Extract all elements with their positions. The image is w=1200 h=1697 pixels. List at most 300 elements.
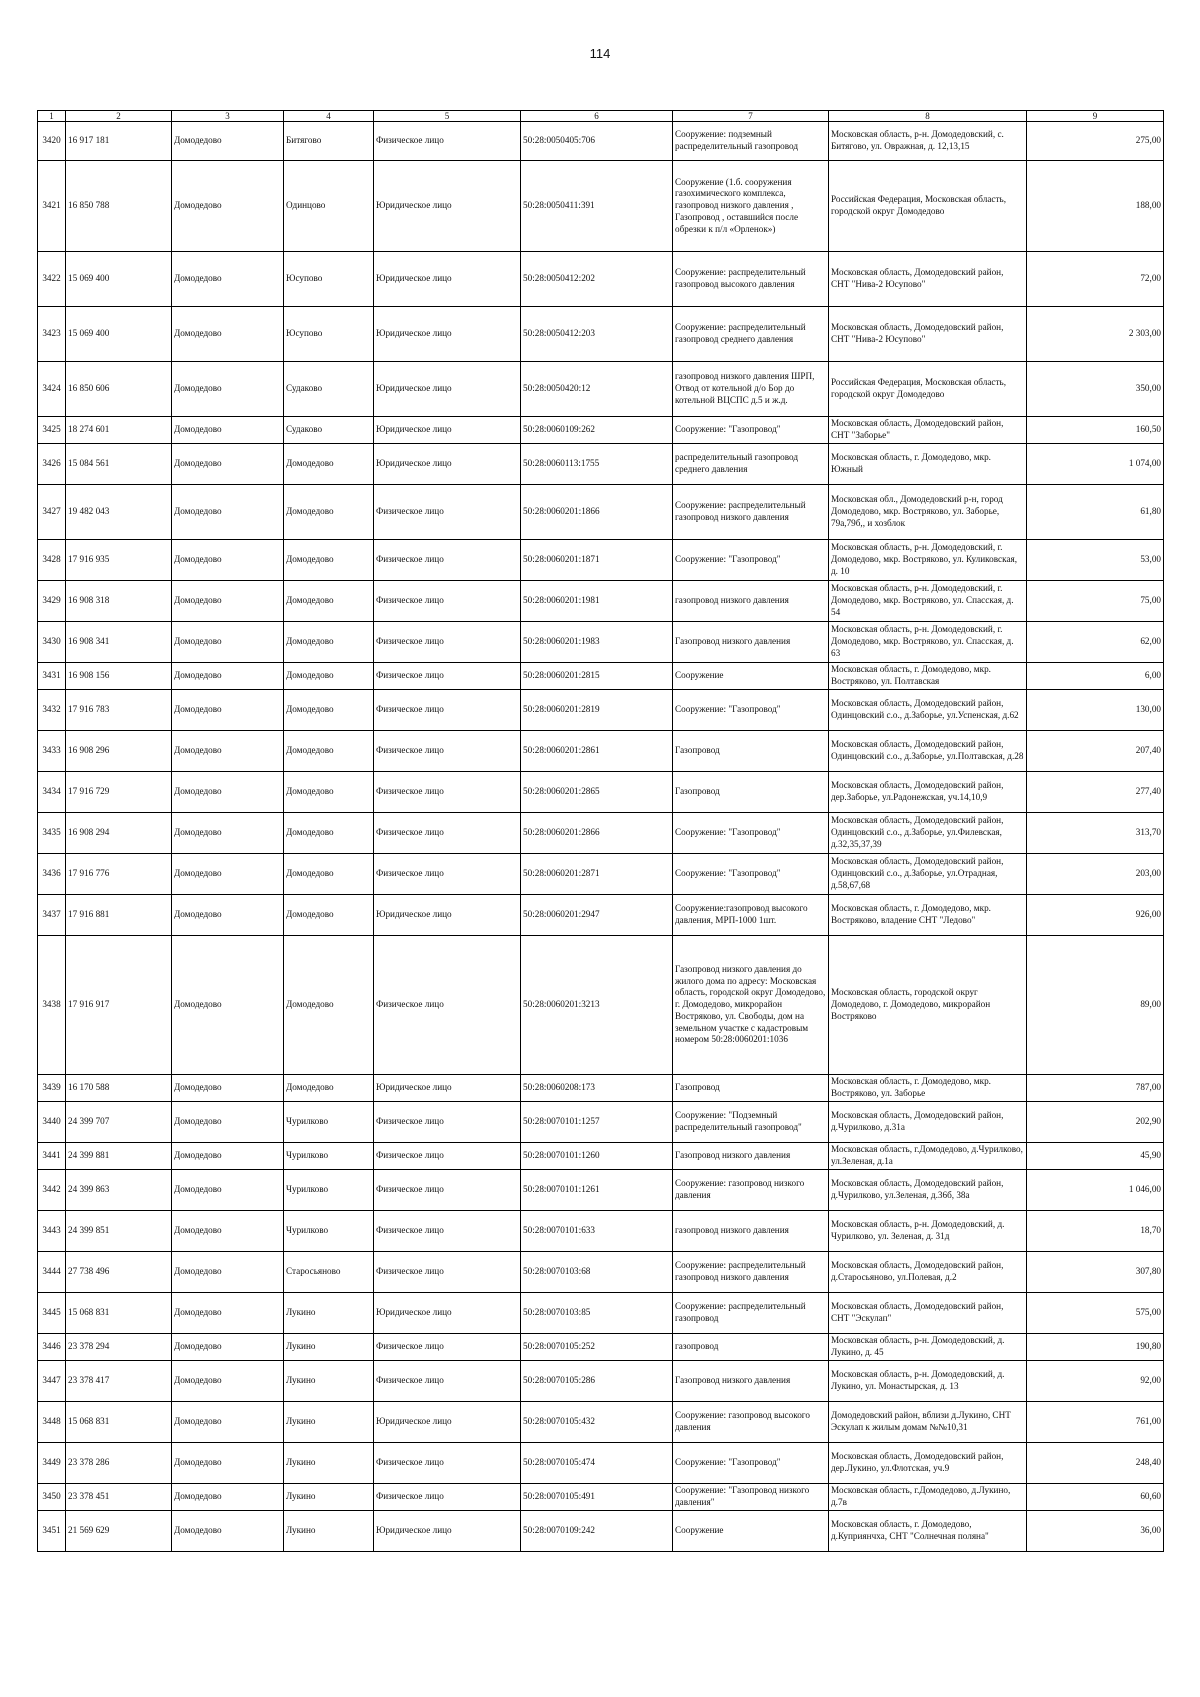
cadastral-number-cell: 50:28:0060201:2871 — [521, 854, 673, 895]
length-cell: 6,00 — [1027, 663, 1164, 690]
address-cell: Московская область, р-н. Домодедовский, д. Лукино, ул. Монастырская, д. 13 — [829, 1361, 1027, 1402]
object-description-cell: газопровод низкого давления — [673, 581, 829, 622]
length-cell: 36,00 — [1027, 1511, 1164, 1552]
table-row — [38, 854, 1164, 895]
district-cell: Домодедово — [172, 362, 284, 417]
object-description-cell: Газопровод низкого давления — [673, 622, 829, 663]
row-number-cell: 3440 — [38, 1102, 66, 1143]
table-row — [38, 540, 1164, 581]
length-cell: 1 074,00 — [1027, 444, 1164, 485]
table-row — [38, 444, 1164, 485]
column-number: 4 — [284, 111, 374, 122]
cadastral-number-cell: 50:28:0060201:2815 — [521, 663, 673, 690]
owner-type-cell: Физическое лицо — [374, 690, 521, 731]
owner-type-cell: Физическое лицо — [374, 813, 521, 854]
district-cell: Домодедово — [172, 1402, 284, 1443]
row-number-cell: 3425 — [38, 417, 66, 444]
address-cell: Московская область, р-н. Домодедовский, д. Чурилково, ул. Зеленая, д. 31д — [829, 1211, 1027, 1252]
cadastral-number-cell: 50:28:0060201:1983 — [521, 622, 673, 663]
district-cell: Домодедово — [172, 1293, 284, 1334]
district-cell: Домодедово — [172, 622, 284, 663]
length-cell: 275,00 — [1027, 122, 1164, 161]
object-description-cell: Сооружение (1.б. сооружения газохимического комплекса, газопровод низкого давления , Газопровод , оставшийся после обрезки к п/л «Орленок») — [673, 161, 829, 252]
address-cell: Московская область, городской округ Домодедово, г. Домодедово, микрорайон Востряково — [829, 936, 1027, 1075]
table-row — [38, 1252, 1164, 1293]
column-number: 9 — [1027, 111, 1164, 122]
cadastral-number-cell: 50:28:0050412:202 — [521, 252, 673, 307]
locality-cell: Домодедово — [284, 1075, 374, 1102]
cadastral-number-cell: 50:28:0050405:706 — [521, 122, 673, 161]
owner-type-cell: Физическое лицо — [374, 936, 521, 1075]
cadastral-number-cell: 50:28:0070105:474 — [521, 1443, 673, 1484]
locality-cell: Юсупово — [284, 252, 374, 307]
locality-cell: Лукино — [284, 1443, 374, 1484]
table-row — [38, 1211, 1164, 1252]
object-description-cell: Сооружение: распределительный газопровод высокого давления — [673, 252, 829, 307]
locality-cell: Лукино — [284, 1511, 374, 1552]
table-row — [38, 161, 1164, 252]
cadastral-number-cell: 50:28:0060201:2865 — [521, 772, 673, 813]
row-number-cell: 3441 — [38, 1143, 66, 1170]
owner-type-cell: Юридическое лицо — [374, 417, 521, 444]
owner-type-cell: Юридическое лицо — [374, 161, 521, 252]
row-number-cell: 3451 — [38, 1511, 66, 1552]
cadastral-number-cell: 50:28:0070101:633 — [521, 1211, 673, 1252]
locality-cell: Домодедово — [284, 622, 374, 663]
locality-cell: Одинцово — [284, 161, 374, 252]
object-description-cell: Сооружение: "Газопровод" — [673, 1443, 829, 1484]
address-cell: Московская область, Домодедовский район, д.Чурилково, д.31а — [829, 1102, 1027, 1143]
table-row — [38, 622, 1164, 663]
row-number-cell: 3448 — [38, 1402, 66, 1443]
registry-id-cell: 16 908 294 — [66, 813, 172, 854]
district-cell: Домодедово — [172, 122, 284, 161]
locality-cell: Чурилково — [284, 1211, 374, 1252]
row-number-cell: 3445 — [38, 1293, 66, 1334]
registry-id-cell: 17 916 917 — [66, 936, 172, 1075]
length-cell: 160,50 — [1027, 417, 1164, 444]
district-cell: Домодедово — [172, 772, 284, 813]
owner-type-cell: Физическое лицо — [374, 485, 521, 540]
owner-type-cell: Физическое лицо — [374, 581, 521, 622]
object-description-cell: Сооружение: "Газопровод" — [673, 854, 829, 895]
registry-id-cell: 24 399 881 — [66, 1143, 172, 1170]
length-cell: 761,00 — [1027, 1402, 1164, 1443]
cadastral-number-cell: 50:28:0070101:1261 — [521, 1170, 673, 1211]
row-number-cell: 3447 — [38, 1361, 66, 1402]
registry-id-cell: 23 378 294 — [66, 1334, 172, 1361]
column-number: 1 — [38, 111, 66, 122]
length-cell: 350,00 — [1027, 362, 1164, 417]
owner-type-cell: Физическое лицо — [374, 1102, 521, 1143]
length-cell: 72,00 — [1027, 252, 1164, 307]
column-number-row — [38, 111, 1164, 122]
registry-id-cell: 15 068 831 — [66, 1402, 172, 1443]
registry-id-cell: 27 738 496 — [66, 1252, 172, 1293]
district-cell: Домодедово — [172, 731, 284, 772]
row-number-cell: 3424 — [38, 362, 66, 417]
owner-type-cell: Юридическое лицо — [374, 444, 521, 485]
table-row — [38, 1361, 1164, 1402]
address-cell: Московская область, Домодедовский район, СНТ "Нива-2 Юсупово" — [829, 307, 1027, 362]
district-cell: Домодедово — [172, 1252, 284, 1293]
length-cell: 60,60 — [1027, 1484, 1164, 1511]
registry-id-cell: 19 482 043 — [66, 485, 172, 540]
registry-id-cell: 15 068 831 — [66, 1293, 172, 1334]
district-cell: Домодедово — [172, 1511, 284, 1552]
owner-type-cell: Юридическое лицо — [374, 1293, 521, 1334]
district-cell: Домодедово — [172, 1143, 284, 1170]
length-cell: 787,00 — [1027, 1075, 1164, 1102]
table-row — [38, 485, 1164, 540]
row-number-cell: 3428 — [38, 540, 66, 581]
column-number: 7 — [673, 111, 829, 122]
length-cell: 75,00 — [1027, 581, 1164, 622]
row-number-cell: 3434 — [38, 772, 66, 813]
address-cell: Московская область, г. Домодедово, мкр. Востряково, ул. Заборье — [829, 1075, 1027, 1102]
address-cell: Московская обл., Домодедовский р-н, город Домодедово, мкр. Востряково, ул. Заборье, 79а,79б,, и хозблок — [829, 485, 1027, 540]
cadastral-number-cell: 50:28:0070101:1257 — [521, 1102, 673, 1143]
district-cell: Домодедово — [172, 307, 284, 362]
length-cell: 61,80 — [1027, 485, 1164, 540]
owner-type-cell: Физическое лицо — [374, 854, 521, 895]
row-number-cell: 3442 — [38, 1170, 66, 1211]
column-number: 2 — [66, 111, 172, 122]
locality-cell: Домодедово — [284, 444, 374, 485]
address-cell: Московская область, Домодедовский район, д.Старосьяново, ул.Полевая, д.2 — [829, 1252, 1027, 1293]
row-number-cell: 3435 — [38, 813, 66, 854]
address-cell: Московская область, Домодедовский район, Одинцовский с.о., д.Заборье, ул.Полтавская, д.28 — [829, 731, 1027, 772]
row-number-cell: 3449 — [38, 1443, 66, 1484]
address-cell: Московская область, р-н. Домодедовский, с. Битягово, ул. Овражная, д. 12,13,15 — [829, 122, 1027, 161]
registry-id-cell: 15 069 400 — [66, 252, 172, 307]
district-cell: Домодедово — [172, 936, 284, 1075]
registry-id-cell: 24 399 863 — [66, 1170, 172, 1211]
registry-id-cell: 16 908 156 — [66, 663, 172, 690]
registry-id-cell: 16 908 318 — [66, 581, 172, 622]
owner-type-cell: Физическое лицо — [374, 772, 521, 813]
owner-type-cell: Юридическое лицо — [374, 1402, 521, 1443]
length-cell: 575,00 — [1027, 1293, 1164, 1334]
object-description-cell: Газопровод — [673, 731, 829, 772]
locality-cell: Судаково — [284, 362, 374, 417]
owner-type-cell: Физическое лицо — [374, 663, 521, 690]
registry-id-cell: 24 399 851 — [66, 1211, 172, 1252]
locality-cell: Лукино — [284, 1402, 374, 1443]
locality-cell: Домодедово — [284, 581, 374, 622]
table-row — [38, 1511, 1164, 1552]
cadastral-number-cell: 50:28:0070105:491 — [521, 1484, 673, 1511]
owner-type-cell: Юридическое лицо — [374, 1075, 521, 1102]
registry-id-cell: 15 069 400 — [66, 307, 172, 362]
row-number-cell: 3439 — [38, 1075, 66, 1102]
district-cell: Домодедово — [172, 1443, 284, 1484]
locality-cell: Лукино — [284, 1484, 374, 1511]
table-row — [38, 1075, 1164, 1102]
object-description-cell: Сооружение — [673, 1511, 829, 1552]
district-cell: Домодедово — [172, 1334, 284, 1361]
district-cell: Домодедово — [172, 540, 284, 581]
row-number-cell: 3444 — [38, 1252, 66, 1293]
registry-id-cell: 23 378 417 — [66, 1361, 172, 1402]
locality-cell: Лукино — [284, 1361, 374, 1402]
length-cell: 62,00 — [1027, 622, 1164, 663]
length-cell: 202,90 — [1027, 1102, 1164, 1143]
length-cell: 53,00 — [1027, 540, 1164, 581]
column-number: 5 — [374, 111, 521, 122]
row-number-cell: 3427 — [38, 485, 66, 540]
owner-type-cell: Юридическое лицо — [374, 307, 521, 362]
table-row — [38, 1293, 1164, 1334]
object-description-cell: Сооружение: "Газопровод низкого давления" — [673, 1484, 829, 1511]
object-description-cell: Сооружение: распределительный газопровод низкого давления — [673, 485, 829, 540]
row-number-cell: 3429 — [38, 581, 66, 622]
district-cell: Домодедово — [172, 485, 284, 540]
district-cell: Домодедово — [172, 252, 284, 307]
owner-type-cell: Физическое лицо — [374, 731, 521, 772]
table-row — [38, 307, 1164, 362]
row-number-cell: 3423 — [38, 307, 66, 362]
length-cell: 203,00 — [1027, 854, 1164, 895]
length-cell: 130,00 — [1027, 690, 1164, 731]
table-row — [38, 772, 1164, 813]
row-number-cell: 3433 — [38, 731, 66, 772]
object-description-cell: Газопровод низкого давления — [673, 1361, 829, 1402]
registry-id-cell: 16 908 341 — [66, 622, 172, 663]
registry-id-cell: 21 569 629 — [66, 1511, 172, 1552]
owner-type-cell: Юридическое лицо — [374, 252, 521, 307]
row-number-cell: 3421 — [38, 161, 66, 252]
length-cell: 926,00 — [1027, 895, 1164, 936]
length-cell: 92,00 — [1027, 1361, 1164, 1402]
cadastral-number-cell: 50:28:0070103:85 — [521, 1293, 673, 1334]
locality-cell: Чурилково — [284, 1143, 374, 1170]
owner-type-cell: Юридическое лицо — [374, 362, 521, 417]
table-row — [38, 936, 1164, 1075]
length-cell: 248,40 — [1027, 1443, 1164, 1484]
address-cell: Домодедовский район, вблизи д.Лукино, СНТ Эскулап к жилым домам №№10,31 — [829, 1402, 1027, 1443]
row-number-cell: 3430 — [38, 622, 66, 663]
owner-type-cell: Физическое лицо — [374, 1334, 521, 1361]
length-cell: 18,70 — [1027, 1211, 1164, 1252]
locality-cell: Лукино — [284, 1334, 374, 1361]
owner-type-cell: Юридическое лицо — [374, 895, 521, 936]
object-description-cell: Газопровод — [673, 772, 829, 813]
registry-id-cell: 16 850 606 — [66, 362, 172, 417]
address-cell: Московская область, Домодедовский район, СНТ "Нива-2 Юсупово" — [829, 252, 1027, 307]
registry-id-cell: 23 378 286 — [66, 1443, 172, 1484]
address-cell: Московская область, г. Домодедово, мкр. Востряково, ул. Полтавская — [829, 663, 1027, 690]
registry-id-cell: 24 399 707 — [66, 1102, 172, 1143]
registry-id-cell: 16 917 181 — [66, 122, 172, 161]
address-cell: Московская область, Домодедовский район, дер.Лукино, ул.Флотская, уч.9 — [829, 1443, 1027, 1484]
object-description-cell: газопровод — [673, 1334, 829, 1361]
owner-type-cell: Физическое лицо — [374, 122, 521, 161]
object-description-cell: Сооружение:газопровод высокого давления, МРП-1000 1шт. — [673, 895, 829, 936]
cadastral-number-cell: 50:28:0060201:2861 — [521, 731, 673, 772]
length-cell: 89,00 — [1027, 936, 1164, 1075]
object-description-cell: Газопровод низкого давления до жилого дома по адресу: Московская область, городской округ Домодедово, г. Домодедово, микрорайон Востряково, ул. Свободы, дом на земельном участке с кадастровым номером 50:28:0060201:1036 — [673, 936, 829, 1075]
table-row — [38, 1102, 1164, 1143]
district-cell: Домодедово — [172, 1102, 284, 1143]
length-cell: 277,40 — [1027, 772, 1164, 813]
table-row — [38, 1334, 1164, 1361]
cadastral-number-cell: 50:28:0060201:3213 — [521, 936, 673, 1075]
address-cell: Московская область, Домодедовский район, Одинцовский с.о., д.Заборье, ул.Успенская, д.62 — [829, 690, 1027, 731]
registry-id-cell: 17 916 881 — [66, 895, 172, 936]
table-row — [38, 252, 1164, 307]
table-row — [38, 1402, 1164, 1443]
length-cell: 207,40 — [1027, 731, 1164, 772]
table-row — [38, 1170, 1164, 1211]
object-description-cell: Сооружение: газопровод низкого давления — [673, 1170, 829, 1211]
row-number-cell: 3437 — [38, 895, 66, 936]
owner-type-cell: Физическое лицо — [374, 1211, 521, 1252]
address-cell: Московская область, г.Домодедово, д.Чурилково, ул.Зеленая, д.1а — [829, 1143, 1027, 1170]
length-cell: 45,90 — [1027, 1143, 1164, 1170]
cadastral-number-cell: 50:28:0060109:262 — [521, 417, 673, 444]
owner-type-cell: Физическое лицо — [374, 1443, 521, 1484]
cadastral-number-cell: 50:28:0070109:242 — [521, 1511, 673, 1552]
address-cell: Российская Федерация, Московская область, городской округ Домодедово — [829, 161, 1027, 252]
length-cell: 1 046,00 — [1027, 1170, 1164, 1211]
district-cell: Домодедово — [172, 444, 284, 485]
length-cell: 190,80 — [1027, 1334, 1164, 1361]
district-cell: Домодедово — [172, 895, 284, 936]
table-row — [38, 1484, 1164, 1511]
address-cell: Московская область, Домодедовский район, дер.Заборье, ул.Радонежская, уч.14,10,9 — [829, 772, 1027, 813]
district-cell: Домодедово — [172, 854, 284, 895]
table-row — [38, 417, 1164, 444]
registry-id-cell: 15 084 561 — [66, 444, 172, 485]
table-row — [38, 813, 1164, 854]
district-cell: Домодедово — [172, 1484, 284, 1511]
registry-id-cell: 16 908 296 — [66, 731, 172, 772]
length-cell: 2 303,00 — [1027, 307, 1164, 362]
table-row — [38, 663, 1164, 690]
cadastral-number-cell: 50:28:0060113:1755 — [521, 444, 673, 485]
table-row — [38, 690, 1164, 731]
object-description-cell: газопровод низкого давления ШРП, Отвод от котельной д/о Бор до котельной ВЦСПС д.5 и ж.д. — [673, 362, 829, 417]
cadastral-number-cell: 50:28:0060201:1871 — [521, 540, 673, 581]
address-cell: Российская Федерация, Московская область, городской округ Домодедово — [829, 362, 1027, 417]
length-cell: 188,00 — [1027, 161, 1164, 252]
owner-type-cell: Физическое лицо — [374, 1484, 521, 1511]
object-description-cell: Сооружение: "Газопровод" — [673, 540, 829, 581]
cadastral-number-cell: 50:28:0070105:432 — [521, 1402, 673, 1443]
locality-cell: Битягово — [284, 122, 374, 161]
table-row — [38, 122, 1164, 161]
address-cell: Московская область, р-н. Домодедовский, г. Домодедово, мкр. Востряково, ул. Куликовская, д. 10 — [829, 540, 1027, 581]
cadastral-number-cell: 50:28:0060201:1981 — [521, 581, 673, 622]
row-number-cell: 3432 — [38, 690, 66, 731]
registry-id-cell: 17 916 776 — [66, 854, 172, 895]
object-description-cell: Сооружение: распределительный газопровод среднего давления — [673, 307, 829, 362]
object-description-cell: Сооружение: "Газопровод" — [673, 813, 829, 854]
locality-cell: Чурилково — [284, 1170, 374, 1211]
locality-cell: Лукино — [284, 1293, 374, 1334]
length-cell: 313,70 — [1027, 813, 1164, 854]
table-row — [38, 362, 1164, 417]
district-cell: Домодедово — [172, 161, 284, 252]
registry-table — [37, 110, 1164, 1552]
address-cell: Московская область, г. Домодедово, мкр. Востряково, владение СНТ "Ледово" — [829, 895, 1027, 936]
object-description-cell: распределительный газопровод среднего давления — [673, 444, 829, 485]
owner-type-cell: Юридическое лицо — [374, 1511, 521, 1552]
object-description-cell: Газопровод низкого давления — [673, 1143, 829, 1170]
district-cell: Домодедово — [172, 1361, 284, 1402]
address-cell: Московская область, Домодедовский район, Одинцовский с.о., д.Заборье, ул.Отрадная, д.58,67,68 — [829, 854, 1027, 895]
address-cell: Московская область, г. Домодедово, д.Куприянчха, СНТ "Солнечная поляна" — [829, 1511, 1027, 1552]
locality-cell: Домодедово — [284, 936, 374, 1075]
locality-cell: Судаково — [284, 417, 374, 444]
district-cell: Домодедово — [172, 1211, 284, 1252]
row-number-cell: 3422 — [38, 252, 66, 307]
table-row — [38, 731, 1164, 772]
cadastral-number-cell: 50:28:0060201:1866 — [521, 485, 673, 540]
registry-id-cell: 17 916 729 — [66, 772, 172, 813]
locality-cell: Чурилково — [284, 1102, 374, 1143]
owner-type-cell: Физическое лицо — [374, 540, 521, 581]
address-cell: Московская область, Домодедовский район, д.Чурилково, ул.Зеленая, д.36б, 38а — [829, 1170, 1027, 1211]
registry-id-cell: 17 916 935 — [66, 540, 172, 581]
cadastral-number-cell: 50:28:0070103:68 — [521, 1252, 673, 1293]
address-cell: Московская область, Домодедовский район, СНТ "Заборье" — [829, 417, 1027, 444]
locality-cell: Домодедово — [284, 854, 374, 895]
cadastral-number-cell: 50:28:0070105:252 — [521, 1334, 673, 1361]
district-cell: Домодедово — [172, 581, 284, 622]
object-description-cell: Сооружение: "Газопровод" — [673, 690, 829, 731]
cadastral-number-cell: 50:28:0060208:173 — [521, 1075, 673, 1102]
district-cell: Домодедово — [172, 690, 284, 731]
cadastral-number-cell: 50:28:0060201:2866 — [521, 813, 673, 854]
locality-cell: Домодедово — [284, 540, 374, 581]
object-description-cell: Сооружение: распределительный газопровод низкого давления — [673, 1252, 829, 1293]
owner-type-cell: Физическое лицо — [374, 1361, 521, 1402]
owner-type-cell: Физическое лицо — [374, 1143, 521, 1170]
locality-cell: Домодедово — [284, 772, 374, 813]
row-number-cell: 3431 — [38, 663, 66, 690]
locality-cell: Домодедово — [284, 895, 374, 936]
registry-id-cell: 23 378 451 — [66, 1484, 172, 1511]
district-cell: Домодедово — [172, 1075, 284, 1102]
object-description-cell: Сооружение: "Газопровод" — [673, 417, 829, 444]
address-cell: Московская область, г. Домодедово, мкр. Южный — [829, 444, 1027, 485]
locality-cell: Домодедово — [284, 690, 374, 731]
address-cell: Московская область, Домодедовский район, Одинцовский с.о., д.Заборье, ул.Филевская, д.32,35,37,39 — [829, 813, 1027, 854]
row-number-cell: 3443 — [38, 1211, 66, 1252]
row-number-cell: 3446 — [38, 1334, 66, 1361]
cadastral-number-cell: 50:28:0050412:203 — [521, 307, 673, 362]
row-number-cell: 3438 — [38, 936, 66, 1075]
row-number-cell: 3426 — [38, 444, 66, 485]
locality-cell: Домодедово — [284, 731, 374, 772]
address-cell: Московская область, р-н. Домодедовский, д. Лукино, д. 45 — [829, 1334, 1027, 1361]
district-cell: Домодедово — [172, 663, 284, 690]
cadastral-number-cell: 50:28:0070105:286 — [521, 1361, 673, 1402]
row-number-cell: 3420 — [38, 122, 66, 161]
table-row — [38, 581, 1164, 622]
locality-cell: Домодедово — [284, 663, 374, 690]
object-description-cell: Сооружение — [673, 663, 829, 690]
owner-type-cell: Физическое лицо — [374, 1252, 521, 1293]
cadastral-number-cell: 50:28:0050411:391 — [521, 161, 673, 252]
object-description-cell: Сооружение: "Подземный распределительный газопровод" — [673, 1102, 829, 1143]
table-row — [38, 1143, 1164, 1170]
cadastral-number-cell: 50:28:0060201:2819 — [521, 690, 673, 731]
column-number: 3 — [172, 111, 284, 122]
locality-cell: Домодедово — [284, 813, 374, 854]
